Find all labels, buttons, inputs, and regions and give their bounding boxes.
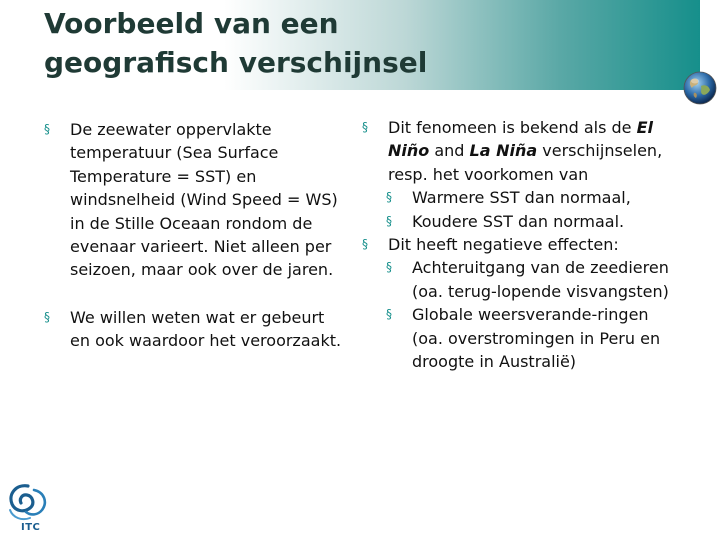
la-nina-term: La Niña bbox=[469, 141, 538, 161]
list-item-text: verschijnselen, resp. het voorkomen van bbox=[388, 141, 663, 184]
list-item bbox=[44, 118, 344, 282]
list-item-text: and bbox=[429, 141, 470, 161]
el-nino-term: El Niño bbox=[388, 118, 653, 161]
bullet-icon: § bbox=[44, 309, 50, 324]
list-item bbox=[362, 233, 672, 256]
list-item-text: Dit heeft negatieve effecten: bbox=[388, 235, 619, 255]
list-item bbox=[362, 116, 672, 186]
sub-item-text: Warmere SST dan normaal, bbox=[412, 188, 631, 208]
bullet-icon: § bbox=[362, 120, 368, 134]
bullet-icon: § bbox=[386, 213, 392, 228]
bullet-icon: § bbox=[386, 190, 392, 205]
bullet-icon: § bbox=[386, 260, 392, 275]
slide-title: Voorbeeld van een geografisch verschijnsel bbox=[44, 7, 428, 79]
sub-list-item bbox=[386, 210, 672, 233]
list-item-text: We willen weten wat er gebeurt en ook waardoor het veroorzaakt. bbox=[70, 307, 342, 351]
globe-icon bbox=[683, 71, 717, 105]
sublist bbox=[386, 256, 672, 373]
itc-logo-text: ITC bbox=[21, 522, 41, 533]
sublist bbox=[386, 186, 672, 233]
sub-list-item bbox=[386, 186, 672, 209]
list-item-text: Dit fenomeen is bekend als de bbox=[388, 118, 637, 137]
right-column bbox=[362, 116, 672, 373]
sub-list-item bbox=[386, 256, 672, 303]
list-item bbox=[44, 306, 344, 353]
list-item-text: De zeewater oppervlakte temperatuur (Sea Surface Temperature = SST) en windsnelheid (Wind Speed = WS) in de Stille Oceaan rondom de evenaar varieert. Niet alleen per seizoen, maar ook over de jaren. bbox=[70, 120, 338, 280]
left-column bbox=[44, 118, 344, 353]
sub-list-item bbox=[386, 303, 672, 373]
bullet-icon: § bbox=[386, 307, 392, 322]
bullet-icon: § bbox=[44, 122, 50, 136]
sub-item-text: Koudere SST dan normaal. bbox=[412, 211, 625, 231]
sub-item-text: Achteruitgang van de zeedieren (oa. terug-lopende visvangsten) bbox=[412, 258, 669, 301]
bullet-icon: § bbox=[362, 237, 368, 252]
sub-item-text: Globale weersverande-ringen (oa. overstromingen in Peru en droogte in Australië) bbox=[412, 305, 661, 372]
